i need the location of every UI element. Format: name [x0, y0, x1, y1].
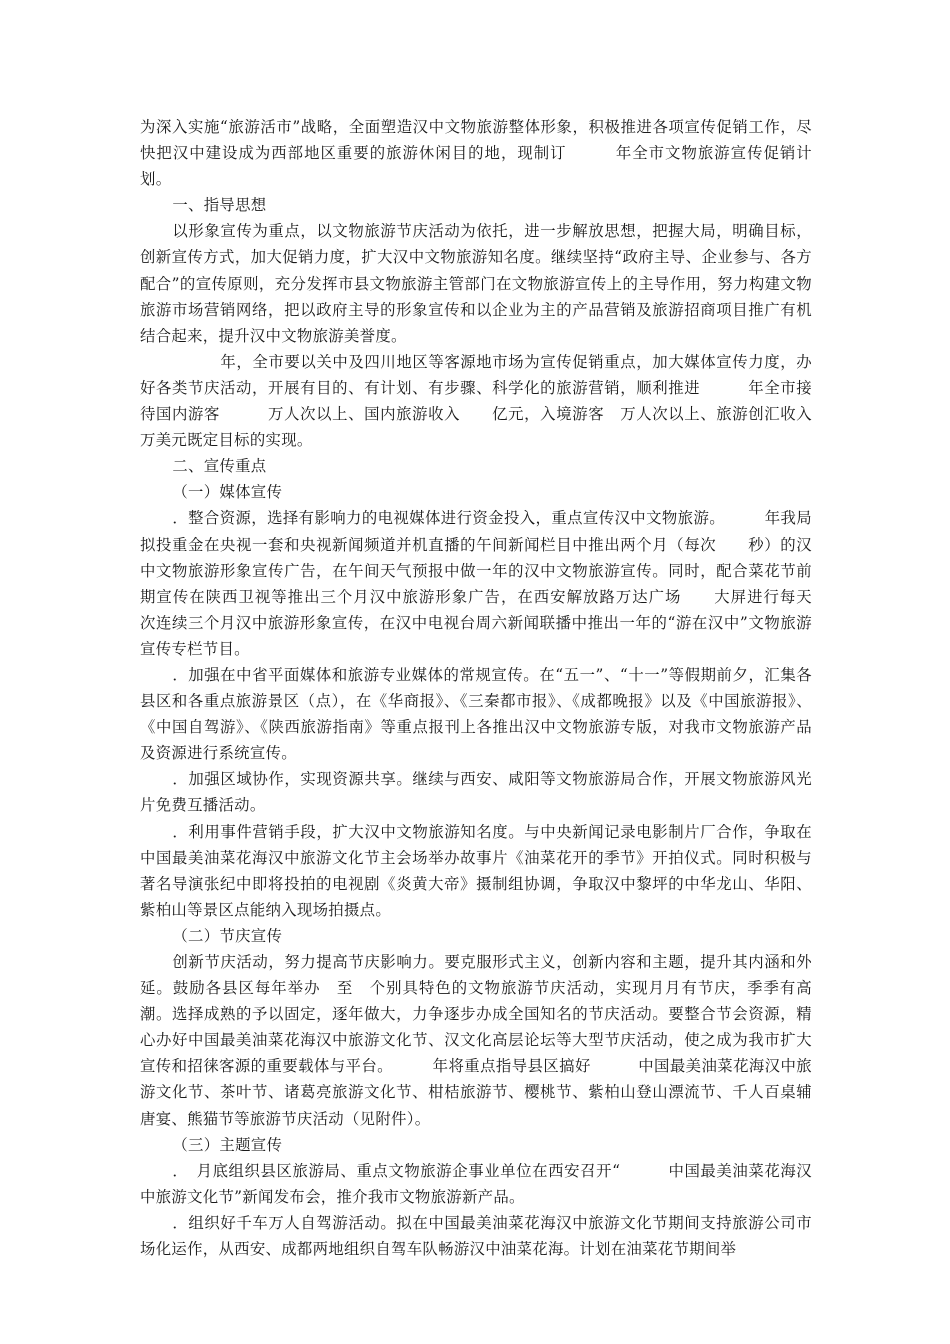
subsection-heading-media: （一）媒体宣传	[172, 483, 283, 502]
paragraph: ．加强区域协作，实现资源共享。继续与西安、咸阳等文物旅游局合作，开展文物旅游风光片免费互播活动。	[140, 770, 812, 815]
subsection-heading-theme: （三）主题宣传	[172, 1135, 283, 1154]
paragraph: ．加强在中省平面媒体和旅游专业媒体的常规宣传。在“五一”、“十一”等假期前夕，汇集各县区和各重点旅游景区（点），在《华商报》、《三秦都市报》、《成都晚报》以及《中国旅游报》、《中国自驾游》、《陕西旅游指南》等重点报刊上各推出汉中文物旅游专版，对我市文物旅游产品及资源进行系统宣传。	[140, 665, 812, 763]
document-body	[140, 114, 860, 1262]
paragraph: ．组织好千车万人自驾游活动。拟在中国最美油菜花海汉中旅游文化节期间支持旅游公司市场化运作，从西安、成都两地组织自驾车队畅游汉中油菜花海。计划在油菜花节期间举	[140, 1213, 812, 1259]
section-heading-promotion-focus: 二、宣传重点	[172, 457, 267, 476]
paragraph: 年，全市要以关中及四川地区等客源地市场为宣传促销重点，加大媒体宣传力度，办好各类节庆活动，开展有目的、有计划、有步骤、科学化的旅游营销，顺利推进 年全市接待国内游客 万人次以上、国内旅游收入 亿元，入境游客 万人次以上、旅游创汇收入 万美元既定目标的实现。	[140, 352, 844, 450]
paragraph: ．整合资源，选择有影响力的电视媒体进行资金投入，重点宣传汉中文物旅游。 年我局拟投重金在央视一套和央视新闻频道并机直播的午间新闻栏目中推出两个月（每次 秒）的汉中文物旅游形象宣传广告，在午间天气预报中做一年的汉中文物旅游宣传。同时，配合菜花节前期宣传在陕西卫视等推出三个月汉中旅游形象广告，在西安解放路万达广场 大屏进行每天 次连续三个月汉中旅游形象宣传，在汉中电视台周六新闻联播中推出一年的“游在汉中”文物旅游宣传专栏节目。	[140, 509, 844, 658]
subsection-heading-festival: （二）节庆宣传	[172, 926, 283, 945]
paragraph: ．利用事件营销手段，扩大汉中文物旅游知名度。与中央新闻记录电影制片厂合作，争取在 中国最美油菜花海汉中旅游文化节主会场举办故事片《油菜花开的季节》开拍仪式。同时积极与著名导演张纪中即将投拍的电视剧《炎黄大帝》摄制组协调，争取汉中黎坪的中华龙山、华阳、紫柏山等景区点能纳入现场拍摄点。	[140, 822, 860, 919]
section-heading-guiding-thought: 一、指导思想	[172, 196, 267, 215]
paragraph: 创新节庆活动，努力提高节庆影响力。要克服形式主义，创新内容和主题，提升其内涵和外延。鼓励各县区每年举办 至 个别具特色的文物旅游节庆活动，实现月月有节庆，季季有高潮。选择成熟的予以固定，逐年做大，力争逐步办成全国知名的节庆活动。要整合节会资源，精心办好中国最美油菜花海汉中旅游文化节、汉文化高层论坛等大型节庆活动，使之成为我市扩大宣传和招徕客源的重要载体与平台。 年将重点指导县区搞好 中国最美油菜花海汉中旅游文化节、茶叶节、诸葛亮旅游文化节、柑桔旅游节、樱桃节、紫柏山登山漂流节、千人百桌辅唐宴、熊猫节等旅游节庆活动（见附件）。	[140, 953, 812, 1128]
paragraph: 以形象宣传为重点，以文物旅游节庆活动为依托，进一步解放思想，把握大局，明确目标，创新宣传方式，加大促销力度，扩大汉中文物旅游知名度。继续坚持“政府主导、企业参与、各方配合”的宣传原则，充分发挥市县文物旅游主管部门在文物旅游宣传上的主导作用，努力构建文物旅游市场营销网络，把以政府主导的形象宣传和以企业为主的产品营销及旅游招商项目推广有机结合起来，提升汉中文物旅游美誉度。	[140, 222, 812, 345]
paragraph: ． 月底组织县区旅游局、重点文物旅游企事业单位在西安召开“ 中国最美油菜花海汉中旅游文化节”新闻发布会，推介我市文物旅游新产品。	[140, 1161, 812, 1206]
intro-paragraph: 为深入实施“旅游活市”战略，全面塑造汉中文物旅游整体形象，积极推进各项宣传促销工作，尽快把汉中建设成为西部地区重要的旅游休闲目的地，现制订 年全市文物旅游宣传促销计划。	[140, 118, 812, 189]
